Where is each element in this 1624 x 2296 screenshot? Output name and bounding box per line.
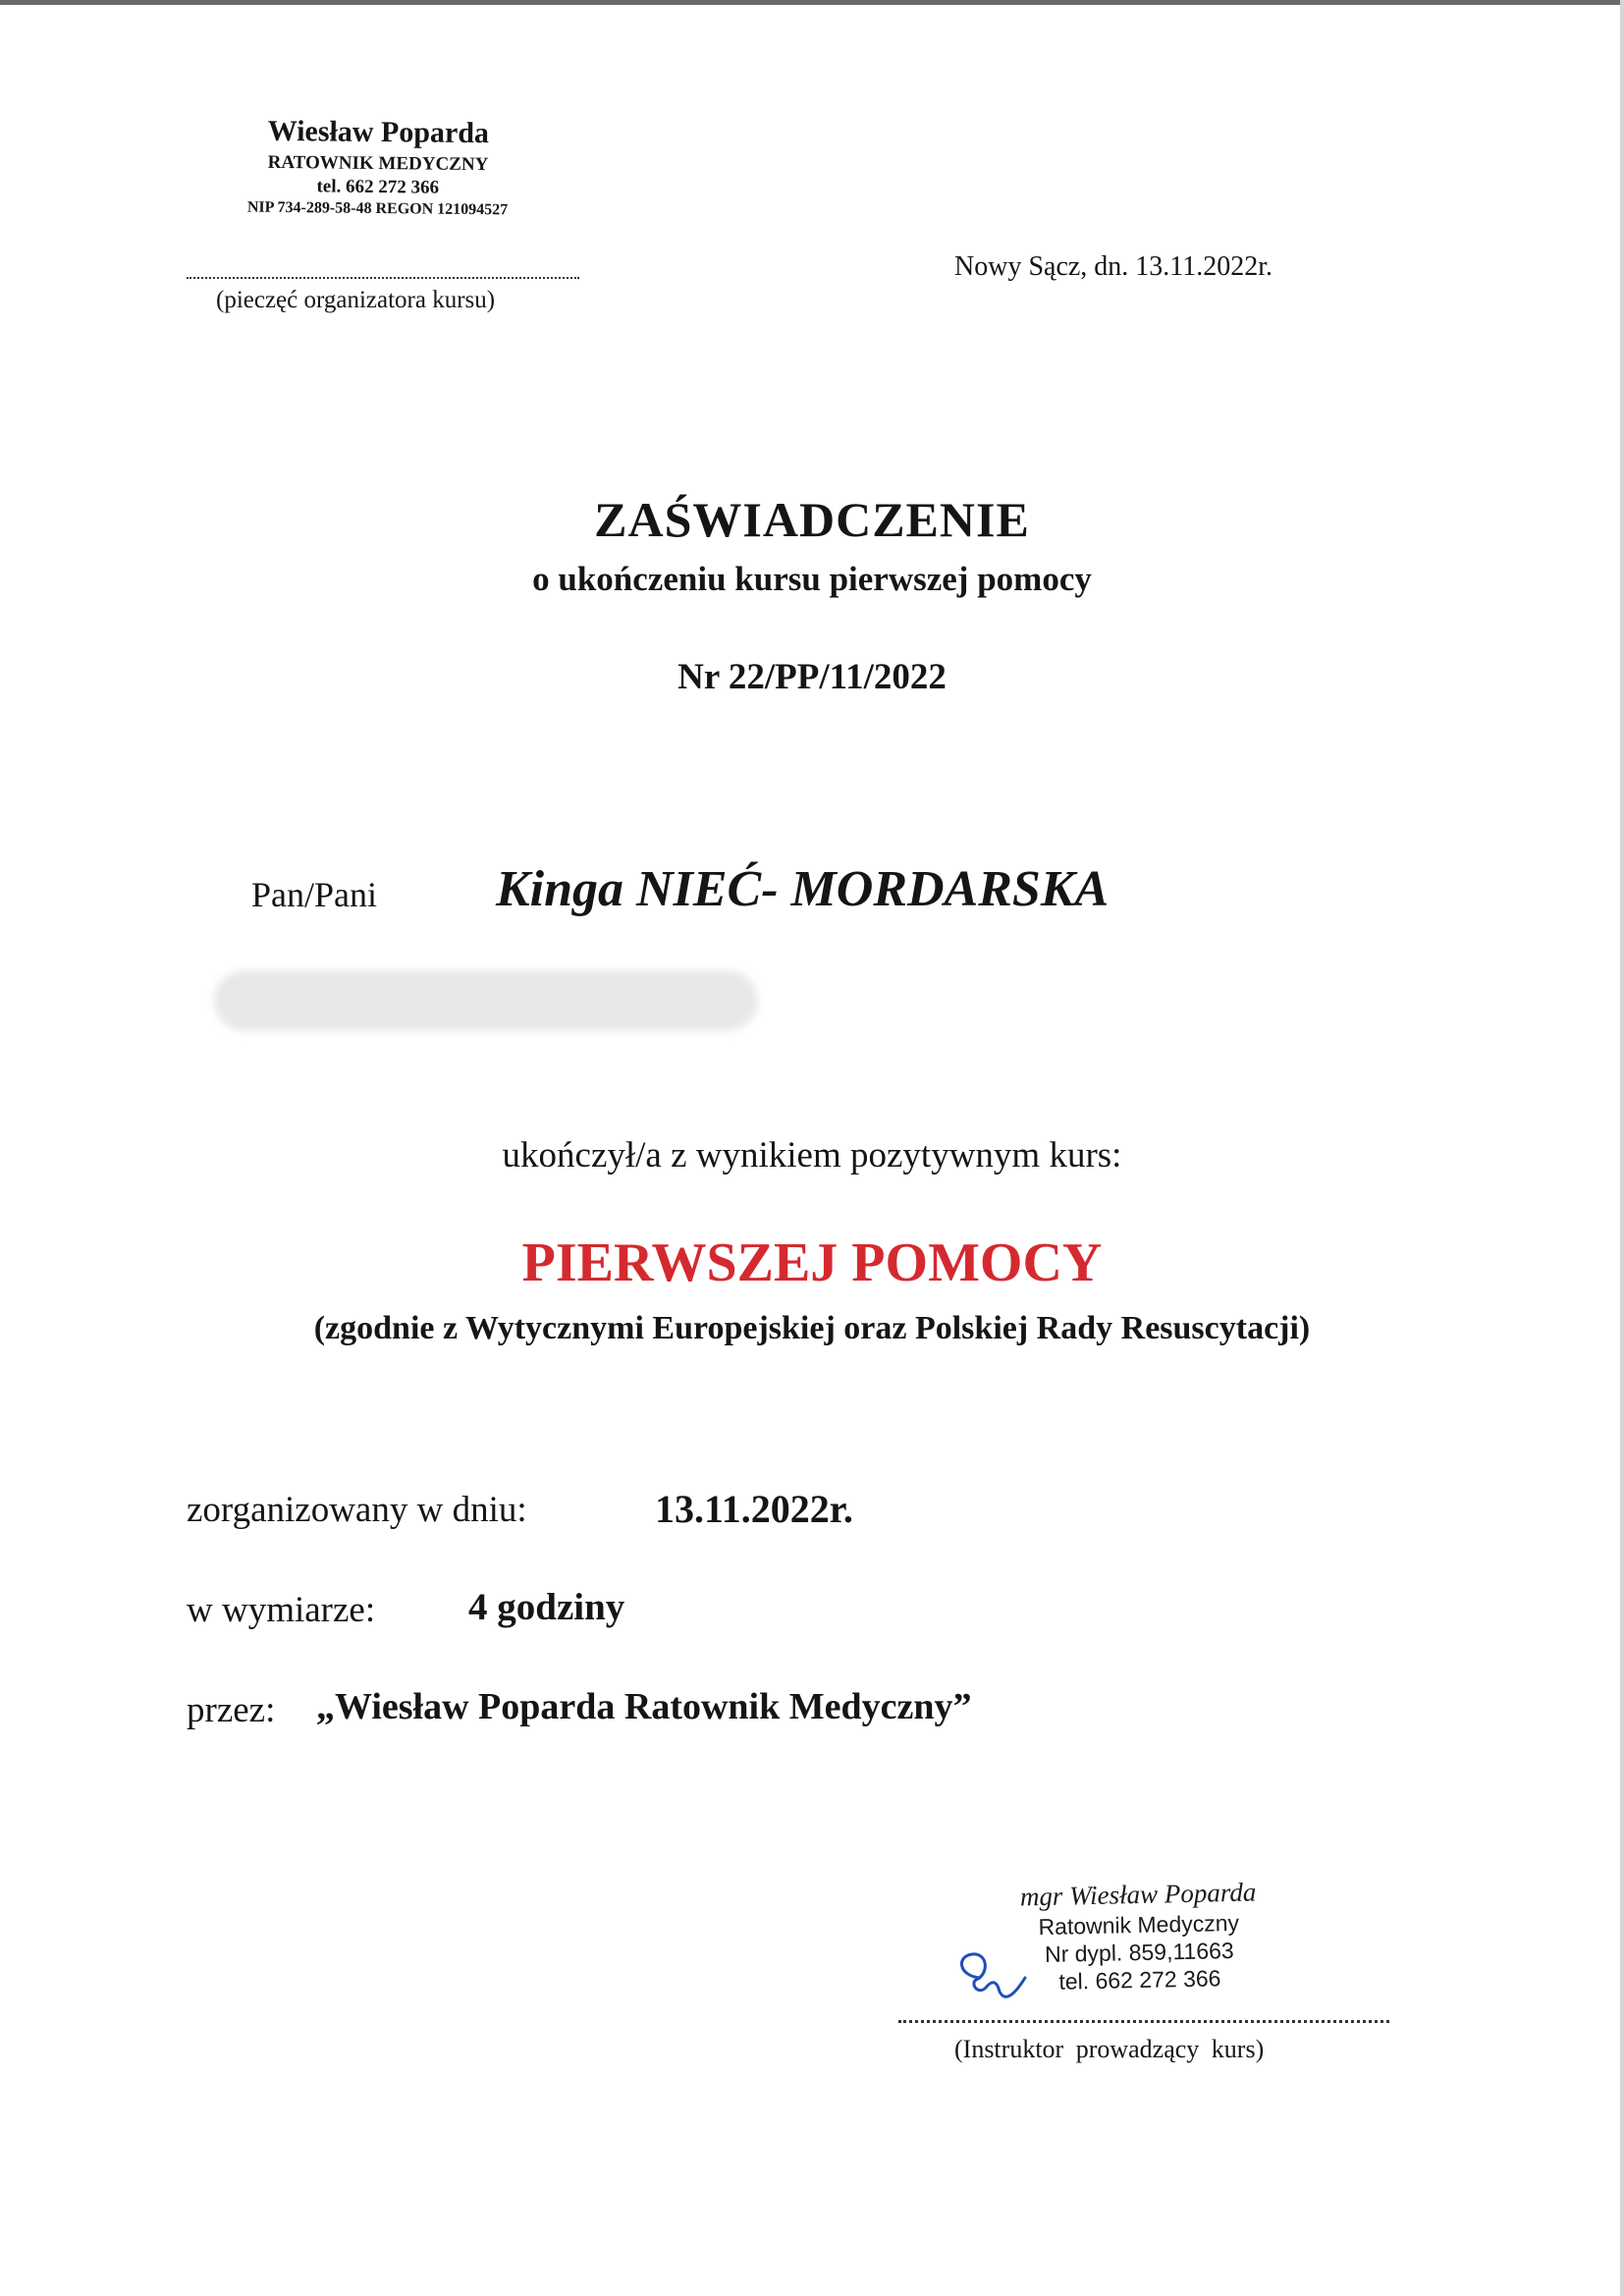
place-date: Nowy Sącz, dn. 13.11.2022r. xyxy=(954,251,1273,282)
stamp-title: RATOWNIK MEDYCZNY xyxy=(267,151,489,176)
scan-edge-top xyxy=(0,0,1624,5)
instructor-phone: tel. 662 272 366 xyxy=(1058,1965,1221,1995)
stamp-dotted-line xyxy=(187,277,579,279)
instructor-title: Ratownik Medyczny xyxy=(1038,1909,1240,1941)
signature-mark xyxy=(950,1948,1029,2009)
instructor-diploma: Nr dypl. 859,11663 xyxy=(1044,1937,1234,1968)
recipient-name: Kinga NIEĆ- MORDARSKA xyxy=(496,861,1110,917)
stamp-ids: NIP 734-289-58-48 REGON 121094527 xyxy=(246,198,509,219)
document-title: ZAŚWIADCZENIE xyxy=(594,492,1030,547)
stamp-name: Wiesław Poparda xyxy=(267,114,490,150)
date-label: zorganizowany w dniu: xyxy=(187,1490,527,1530)
instructor-name: mgr Wiesław Poparda xyxy=(1019,1877,1257,1912)
stamp-caption: (pieczęć organizatora kursu) xyxy=(216,287,496,313)
duration-label: w wymiarze: xyxy=(187,1590,376,1630)
by-value: „Wiesław Poparda Ratownik Medyczny” xyxy=(316,1686,972,1727)
completion-text: ukończył/a z wynikiem pozytywnym kurs: xyxy=(502,1135,1122,1175)
recipient-label: Pan/Pani xyxy=(251,875,378,914)
instructor-dotted-line xyxy=(898,2020,1389,2023)
date-value: 13.11.2022r. xyxy=(655,1487,853,1531)
duration-value: 4 godziny xyxy=(468,1586,625,1628)
document-number: Nr 22/PP/11/2022 xyxy=(677,657,947,697)
redacted-field xyxy=(214,970,758,1031)
organizer-stamp xyxy=(186,114,569,220)
stamp-phone: tel. 662 272 366 xyxy=(316,176,440,198)
by-label: przez: xyxy=(187,1690,276,1730)
document-subtitle: o ukończeniu kursu pierwszej pomocy xyxy=(532,560,1092,598)
course-note: (zgodnie z Wytycznymi Europejskiej oraz Polskiej Rady Resuscytacji) xyxy=(313,1310,1311,1346)
instructor-caption: (Instruktor prowadzący kurs) xyxy=(954,2035,1265,2063)
course-name: PIERWSZEJ POMOCY xyxy=(521,1232,1103,1293)
